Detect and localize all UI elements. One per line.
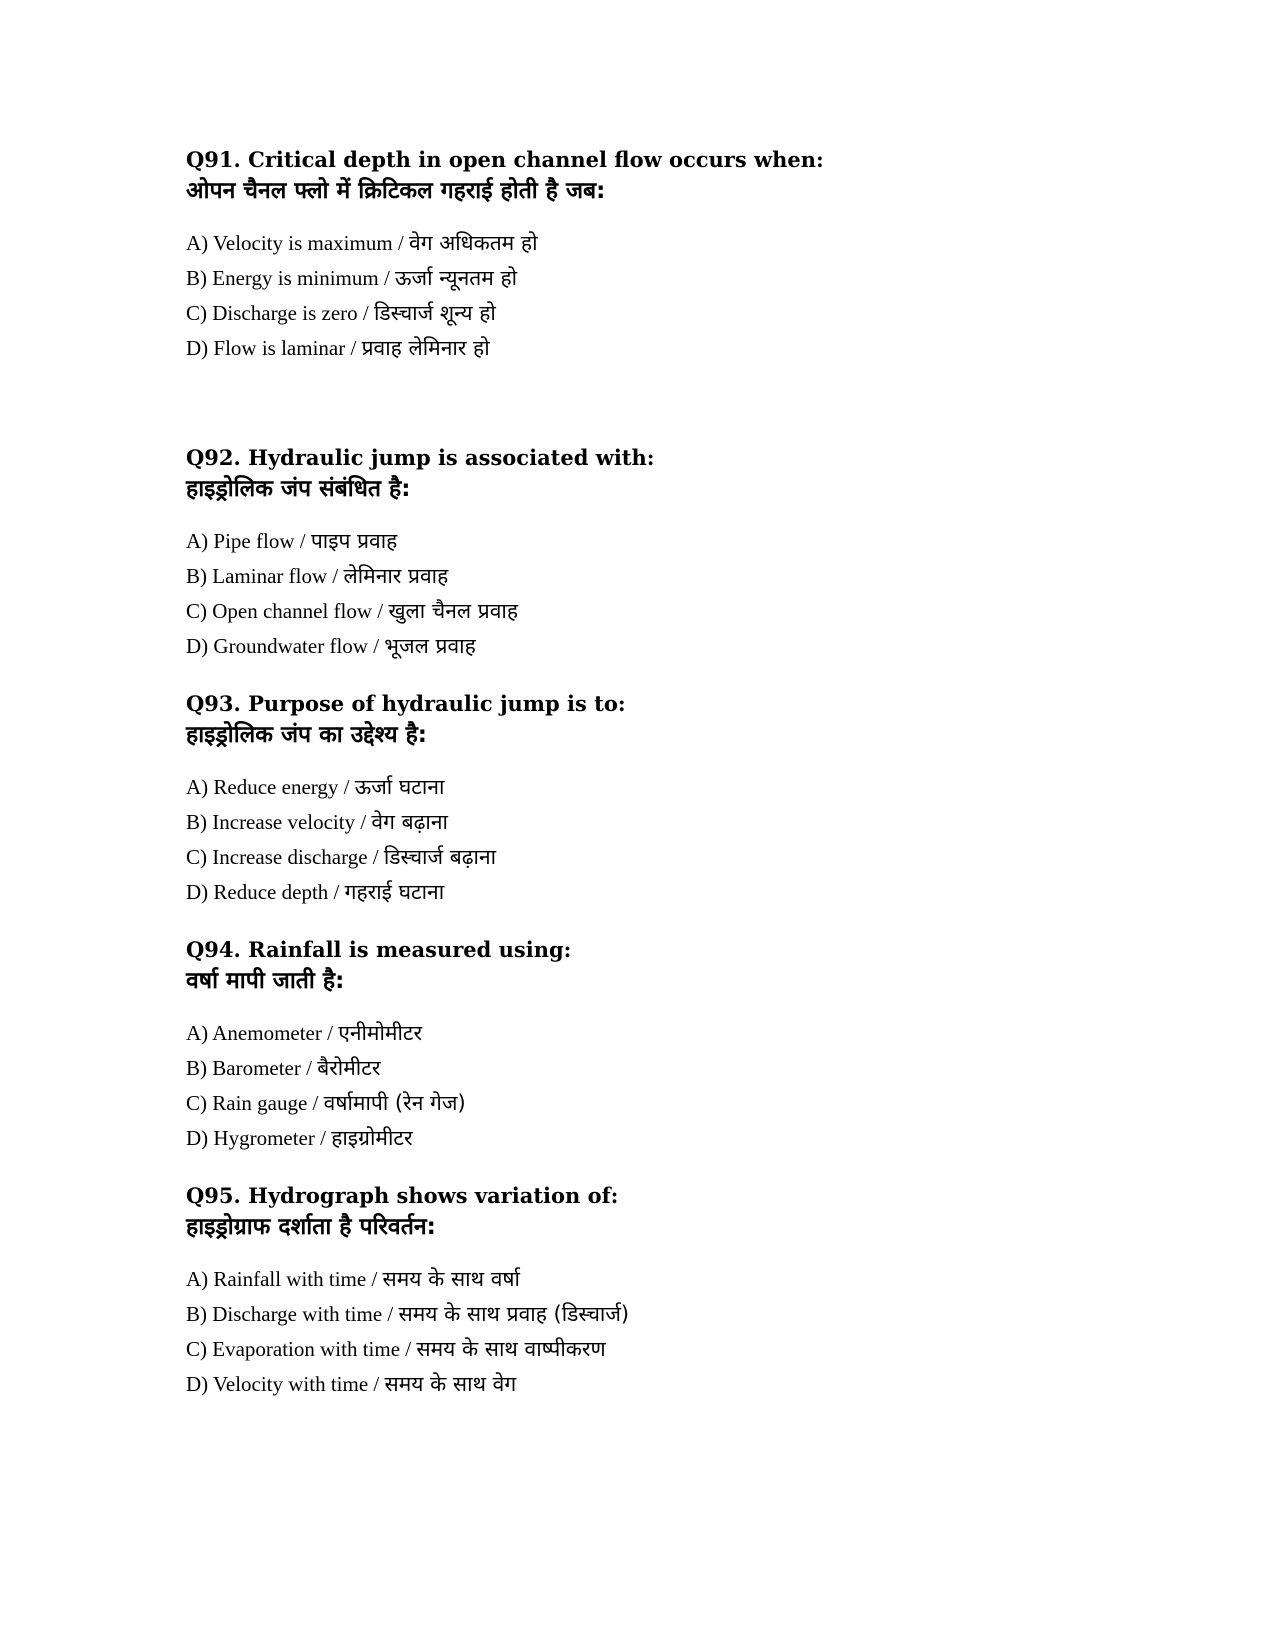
option-a <box>186 1016 1086 1051</box>
option-list <box>186 770 1086 910</box>
option-text-hindi: लेमिनार प्रवाह <box>343 564 449 588</box>
option-text: B) Discharge with time / <box>186 1302 399 1326</box>
option-text: A) Anemometer / <box>186 1021 339 1045</box>
question-title-hindi: हाइड्रोलिक जंप संबंधित है: <box>186 476 411 502</box>
question-94 <box>186 936 1086 1156</box>
option-text: B) Increase velocity / <box>186 810 372 834</box>
option-text: B) Laminar flow / <box>186 564 344 588</box>
question-91 <box>186 146 1086 366</box>
option-d <box>186 1367 1086 1402</box>
option-b <box>186 805 1086 840</box>
option-d <box>186 331 1086 366</box>
question-title: Q92. Hydraulic jump is associated with: <box>186 445 655 470</box>
question-93 <box>186 690 1086 910</box>
option-text-hindi: प्रवाह लेमिनार हो <box>361 336 490 360</box>
option-text-hindi: ऊर्जा घटाना <box>354 775 445 799</box>
option-text-hindi: समय के साथ वाष्पीकरण <box>416 1337 606 1361</box>
option-c <box>186 1086 1086 1121</box>
option-text: C) Rain gauge / <box>186 1091 324 1115</box>
question-title-hindi: ओपन चैनल फ्लो में क्रिटिकल गहराई होती है जब: <box>186 178 606 204</box>
option-list <box>186 1262 1086 1402</box>
option-list <box>186 524 1086 664</box>
option-b <box>186 1297 1086 1332</box>
option-text-hindi: वेग अधिकतम हो <box>409 231 538 255</box>
option-text-hindi: एनीमोमीटर <box>338 1021 423 1045</box>
option-text-hindi: डिस्चार्ज बढ़ाना <box>383 845 497 869</box>
option-text-hindi: बैरोमीटर <box>317 1056 381 1080</box>
option-text-hindi: ऊर्जा न्यूनतम हो <box>395 266 518 290</box>
option-text-hindi: भूजल प्रवाह <box>384 634 476 658</box>
question-title-hindi: वर्षा मापी जाती है: <box>186 968 345 994</box>
option-text: D) Reduce depth / <box>186 880 345 904</box>
option-text-hindi: हाइग्रोमीटर <box>331 1126 413 1150</box>
option-text: A) Rainfall with time / <box>186 1267 383 1291</box>
option-d <box>186 1121 1086 1156</box>
option-text-hindi: समय के साथ प्रवाह (डिस्चार्ज) <box>398 1302 630 1326</box>
question-title-hindi: हाइड्रोग्राफ दर्शाता है परिवर्तन: <box>186 1214 436 1240</box>
option-text: B) Barometer / <box>186 1056 318 1080</box>
option-text: D) Velocity with time / <box>186 1372 385 1396</box>
question-title: Q91. Critical depth in open channel flow occurs when: <box>186 147 824 172</box>
option-c <box>186 594 1086 629</box>
option-text: A) Reduce energy / <box>186 775 355 799</box>
option-text: C) Increase discharge / <box>186 845 384 869</box>
option-a <box>186 524 1086 559</box>
option-text-hindi: खुला चैनल प्रवाह <box>388 599 519 623</box>
option-c <box>186 840 1086 875</box>
option-text: C) Open channel flow / <box>186 599 389 623</box>
option-text: C) Discharge is zero / <box>186 301 374 325</box>
option-text-hindi: गहराई घटाना <box>344 880 445 904</box>
option-d <box>186 875 1086 910</box>
option-text-hindi: समय के साथ वेग <box>384 1372 517 1396</box>
option-text: D) Hygrometer / <box>186 1126 332 1150</box>
option-a <box>186 226 1086 261</box>
option-text: D) Groundwater flow / <box>186 634 385 658</box>
option-text-hindi: डिस्चार्ज शून्य हो <box>373 301 496 325</box>
option-b <box>186 261 1086 296</box>
option-c <box>186 296 1086 331</box>
question-92 <box>186 444 1086 664</box>
option-text: B) Energy is minimum / <box>186 266 396 290</box>
question-95 <box>186 1182 1086 1402</box>
option-d <box>186 629 1086 664</box>
option-text: A) Velocity is maximum / <box>186 231 410 255</box>
option-text-hindi: पाइप प्रवाह <box>310 529 398 553</box>
option-a <box>186 1262 1086 1297</box>
option-text: D) Flow is laminar / <box>186 336 362 360</box>
option-c <box>186 1332 1086 1367</box>
option-b <box>186 559 1086 594</box>
question-title: Q95. Hydrograph shows variation of: <box>186 1183 619 1208</box>
option-text: A) Pipe flow / <box>186 529 311 553</box>
question-title: Q93. Purpose of hydraulic jump is to: <box>186 691 626 716</box>
option-list <box>186 1016 1086 1156</box>
option-b <box>186 1051 1086 1086</box>
option-a <box>186 770 1086 805</box>
question-title: Q94. Rainfall is measured using: <box>186 937 572 962</box>
option-list <box>186 226 1086 366</box>
option-text-hindi: समय के साथ वर्षा <box>382 1267 520 1291</box>
question-title-hindi: हाइड्रोलिक जंप का उद्देश्य है: <box>186 722 427 748</box>
option-text-hindi: वर्षामापी (रेन गेज) <box>323 1091 466 1115</box>
option-text: C) Evaporation with time / <box>186 1337 417 1361</box>
option-text-hindi: वेग बढ़ाना <box>371 810 448 834</box>
